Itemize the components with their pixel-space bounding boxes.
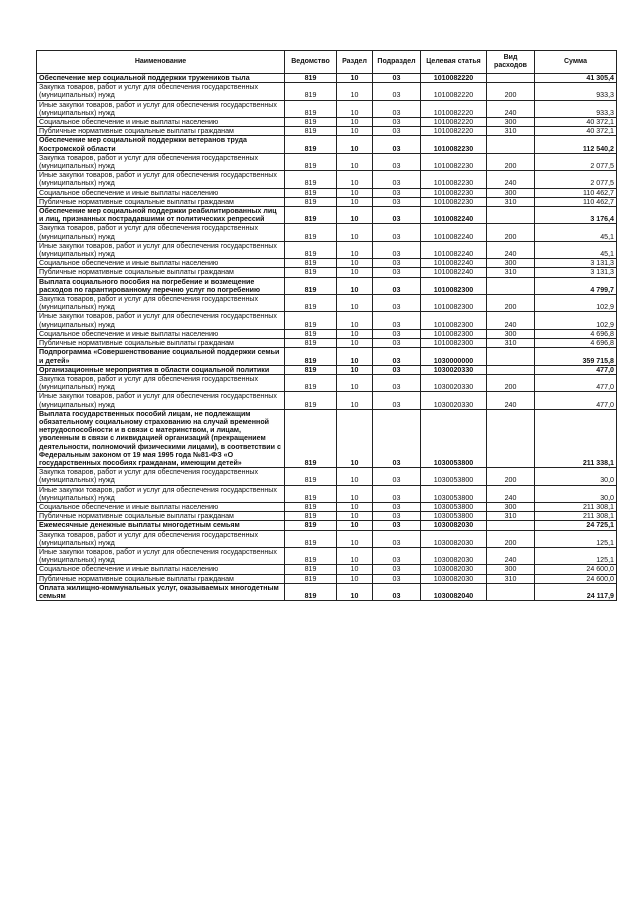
cell-target: 1030020330 bbox=[421, 392, 487, 409]
cell-subsection: 03 bbox=[373, 339, 421, 348]
cell-sum: 125,1 bbox=[535, 547, 617, 564]
cell-target: 1010082300 bbox=[421, 329, 487, 338]
cell-kind: 200 bbox=[487, 224, 535, 241]
cell-sum: 3 176,4 bbox=[535, 207, 617, 224]
cell-dept: 819 bbox=[285, 118, 337, 127]
cell-kind: 200 bbox=[487, 530, 535, 547]
cell-subsection: 03 bbox=[373, 188, 421, 197]
cell-target: 1010082300 bbox=[421, 295, 487, 312]
cell-subsection: 03 bbox=[373, 392, 421, 409]
cell-name: Обеспечение мер социальной поддержки реабилитированных лиц и лиц, признанных пострадавшими от политических репрессий bbox=[37, 207, 285, 224]
cell-subsection: 03 bbox=[373, 136, 421, 153]
table-row bbox=[37, 312, 617, 329]
cell-sum: 24 600,0 bbox=[535, 565, 617, 574]
cell-sum: 102,9 bbox=[535, 295, 617, 312]
cell-kind: 310 bbox=[487, 574, 535, 583]
header-dept: Ведомство bbox=[285, 51, 337, 74]
cell-kind: 310 bbox=[487, 127, 535, 136]
cell-section: 10 bbox=[337, 295, 373, 312]
cell-kind: 240 bbox=[487, 392, 535, 409]
cell-dept: 819 bbox=[285, 136, 337, 153]
cell-kind: 300 bbox=[487, 565, 535, 574]
cell-section: 10 bbox=[337, 188, 373, 197]
cell-kind bbox=[487, 136, 535, 153]
cell-kind bbox=[487, 365, 535, 374]
cell-dept: 819 bbox=[285, 521, 337, 530]
cell-name: Организационные мероприятия в области социальной политики bbox=[37, 365, 285, 374]
table-row bbox=[37, 329, 617, 338]
header-target: Целевая статья bbox=[421, 51, 487, 74]
cell-target: 1010082300 bbox=[421, 339, 487, 348]
cell-dept: 819 bbox=[285, 188, 337, 197]
cell-subsection: 03 bbox=[373, 118, 421, 127]
cell-sum: 30,0 bbox=[535, 468, 617, 485]
cell-subsection: 03 bbox=[373, 295, 421, 312]
table-row bbox=[37, 530, 617, 547]
cell-subsection: 03 bbox=[373, 207, 421, 224]
cell-target: 1010082230 bbox=[421, 188, 487, 197]
cell-name: Иные закупки товаров, работ и услуг для обеспечения государственных (муниципальных) нужд bbox=[37, 241, 285, 258]
cell-section: 10 bbox=[337, 530, 373, 547]
cell-section: 10 bbox=[337, 583, 373, 600]
cell-kind bbox=[487, 207, 535, 224]
table-row bbox=[37, 277, 617, 294]
cell-name: Публичные нормативные социальные выплаты гражданам bbox=[37, 339, 285, 348]
cell-section: 10 bbox=[337, 241, 373, 258]
cell-subsection: 03 bbox=[373, 574, 421, 583]
cell-subsection: 03 bbox=[373, 74, 421, 83]
cell-name: Закупка товаров, работ и услуг для обеспечения государственных (муниципальных) нужд bbox=[37, 530, 285, 547]
cell-target: 1010082240 bbox=[421, 241, 487, 258]
cell-name: Социальное обеспечение и иные выплаты населению bbox=[37, 188, 285, 197]
cell-section: 10 bbox=[337, 197, 373, 206]
cell-kind: 200 bbox=[487, 374, 535, 391]
cell-sum: 30,0 bbox=[535, 485, 617, 502]
cell-kind: 200 bbox=[487, 153, 535, 170]
table-row bbox=[37, 259, 617, 268]
cell-sum: 40 372,1 bbox=[535, 118, 617, 127]
cell-section: 10 bbox=[337, 207, 373, 224]
cell-dept: 819 bbox=[285, 574, 337, 583]
cell-target: 1030053800 bbox=[421, 485, 487, 502]
cell-section: 10 bbox=[337, 547, 373, 564]
cell-name: Иные закупки товаров, работ и услуг для обеспечения государственных (муниципальных) нужд bbox=[37, 171, 285, 188]
table-row bbox=[37, 224, 617, 241]
cell-kind: 200 bbox=[487, 468, 535, 485]
table-row bbox=[37, 268, 617, 277]
cell-target: 1010082220 bbox=[421, 100, 487, 117]
cell-name: Социальное обеспечение и иные выплаты населению bbox=[37, 329, 285, 338]
cell-subsection: 03 bbox=[373, 171, 421, 188]
table-row bbox=[37, 127, 617, 136]
table-row bbox=[37, 339, 617, 348]
table-row bbox=[37, 502, 617, 511]
cell-subsection: 03 bbox=[373, 468, 421, 485]
cell-sum: 211 308,1 bbox=[535, 502, 617, 511]
cell-dept: 819 bbox=[285, 530, 337, 547]
cell-sum: 24 725,1 bbox=[535, 521, 617, 530]
cell-dept: 819 bbox=[285, 502, 337, 511]
cell-name: Подпрограмма «Совершенствование социальной поддержки семьи и детей» bbox=[37, 348, 285, 365]
cell-name: Ежемесячные денежные выплаты многодетным семьям bbox=[37, 521, 285, 530]
cell-sum: 211 338,1 bbox=[535, 409, 617, 467]
cell-sum: 24 600,0 bbox=[535, 574, 617, 583]
cell-dept: 819 bbox=[285, 83, 337, 100]
cell-target: 1010082300 bbox=[421, 277, 487, 294]
cell-section: 10 bbox=[337, 374, 373, 391]
cell-section: 10 bbox=[337, 312, 373, 329]
header-sum: Сумма bbox=[535, 51, 617, 74]
table-row bbox=[37, 74, 617, 83]
cell-section: 10 bbox=[337, 392, 373, 409]
cell-name: Закупка товаров, работ и услуг для обеспечения государственных (муниципальных) нужд bbox=[37, 468, 285, 485]
cell-sum: 110 462,7 bbox=[535, 188, 617, 197]
header-kind: Вид расходов bbox=[487, 51, 535, 74]
cell-sum: 110 462,7 bbox=[535, 197, 617, 206]
cell-kind: 300 bbox=[487, 329, 535, 338]
table-row bbox=[37, 374, 617, 391]
cell-section: 10 bbox=[337, 153, 373, 170]
cell-sum: 112 540,2 bbox=[535, 136, 617, 153]
budget-table bbox=[36, 50, 617, 601]
cell-kind: 200 bbox=[487, 295, 535, 312]
cell-dept: 819 bbox=[285, 392, 337, 409]
cell-target: 1010082240 bbox=[421, 259, 487, 268]
cell-subsection: 03 bbox=[373, 365, 421, 374]
cell-dept: 819 bbox=[285, 74, 337, 83]
cell-dept: 819 bbox=[285, 268, 337, 277]
cell-target: 1030020330 bbox=[421, 374, 487, 391]
cell-name: Иные закупки товаров, работ и услуг для обеспечения государственных (муниципальных) нужд bbox=[37, 547, 285, 564]
cell-name: Социальное обеспечение и иные выплаты населению bbox=[37, 565, 285, 574]
cell-sum: 102,9 bbox=[535, 312, 617, 329]
cell-dept: 819 bbox=[285, 374, 337, 391]
cell-dept: 819 bbox=[285, 348, 337, 365]
cell-target: 1010082220 bbox=[421, 74, 487, 83]
cell-target: 1030053800 bbox=[421, 468, 487, 485]
cell-name: Выплата социального пособия на погребение и возмещение расходов по гарантированному перечню услуг по погребению bbox=[37, 277, 285, 294]
cell-target: 1030020330 bbox=[421, 365, 487, 374]
table-row bbox=[37, 295, 617, 312]
table-row bbox=[37, 83, 617, 100]
cell-sum: 2 077,5 bbox=[535, 153, 617, 170]
cell-target: 1030082030 bbox=[421, 574, 487, 583]
table-row bbox=[37, 512, 617, 521]
cell-target: 1010082230 bbox=[421, 171, 487, 188]
cell-dept: 819 bbox=[285, 197, 337, 206]
cell-name: Закупка товаров, работ и услуг для обеспечения государственных (муниципальных) нужд bbox=[37, 153, 285, 170]
cell-sum: 45,1 bbox=[535, 241, 617, 258]
cell-sum: 4 799,7 bbox=[535, 277, 617, 294]
cell-section: 10 bbox=[337, 365, 373, 374]
cell-name: Закупка товаров, работ и услуг для обеспечения государственных (муниципальных) нужд bbox=[37, 374, 285, 391]
cell-dept: 819 bbox=[285, 171, 337, 188]
cell-section: 10 bbox=[337, 468, 373, 485]
cell-kind bbox=[487, 74, 535, 83]
header-row bbox=[37, 51, 617, 74]
cell-subsection: 03 bbox=[373, 197, 421, 206]
cell-sum: 3 131,3 bbox=[535, 268, 617, 277]
cell-dept: 819 bbox=[285, 565, 337, 574]
cell-name: Иные закупки товаров, работ и услуг для обеспечения государственных (муниципальных) нужд bbox=[37, 100, 285, 117]
cell-sum: 211 308,1 bbox=[535, 512, 617, 521]
cell-dept: 819 bbox=[285, 207, 337, 224]
cell-dept: 819 bbox=[285, 547, 337, 564]
cell-subsection: 03 bbox=[373, 100, 421, 117]
cell-name: Социальное обеспечение и иные выплаты населению bbox=[37, 118, 285, 127]
table-row bbox=[37, 136, 617, 153]
cell-name: Закупка товаров, работ и услуг для обеспечения государственных (муниципальных) нужд bbox=[37, 83, 285, 100]
table-row bbox=[37, 565, 617, 574]
cell-name: Иные закупки товаров, работ и услуг для обеспечения государственных (муниципальных) нужд bbox=[37, 312, 285, 329]
cell-section: 10 bbox=[337, 74, 373, 83]
cell-section: 10 bbox=[337, 224, 373, 241]
cell-dept: 819 bbox=[285, 224, 337, 241]
table-row bbox=[37, 468, 617, 485]
cell-dept: 819 bbox=[285, 153, 337, 170]
cell-sum: 933,3 bbox=[535, 100, 617, 117]
cell-section: 10 bbox=[337, 259, 373, 268]
cell-kind: 310 bbox=[487, 197, 535, 206]
cell-target: 1010082230 bbox=[421, 197, 487, 206]
cell-kind: 310 bbox=[487, 339, 535, 348]
cell-subsection: 03 bbox=[373, 547, 421, 564]
cell-name: Публичные нормативные социальные выплаты гражданам bbox=[37, 574, 285, 583]
cell-subsection: 03 bbox=[373, 277, 421, 294]
cell-dept: 819 bbox=[285, 485, 337, 502]
cell-subsection: 03 bbox=[373, 268, 421, 277]
cell-sum: 3 131,3 bbox=[535, 259, 617, 268]
cell-section: 10 bbox=[337, 329, 373, 338]
cell-subsection: 03 bbox=[373, 409, 421, 467]
header-section: Раздел bbox=[337, 51, 373, 74]
cell-dept: 819 bbox=[285, 241, 337, 258]
cell-subsection: 03 bbox=[373, 512, 421, 521]
cell-target: 1030082030 bbox=[421, 565, 487, 574]
cell-dept: 819 bbox=[285, 100, 337, 117]
cell-sum: 41 305,4 bbox=[535, 74, 617, 83]
cell-section: 10 bbox=[337, 502, 373, 511]
cell-dept: 819 bbox=[285, 583, 337, 600]
cell-subsection: 03 bbox=[373, 485, 421, 502]
cell-sum: 359 715,8 bbox=[535, 348, 617, 365]
cell-subsection: 03 bbox=[373, 583, 421, 600]
cell-dept: 819 bbox=[285, 468, 337, 485]
cell-section: 10 bbox=[337, 268, 373, 277]
cell-subsection: 03 bbox=[373, 565, 421, 574]
cell-subsection: 03 bbox=[373, 312, 421, 329]
cell-section: 10 bbox=[337, 100, 373, 117]
cell-kind: 310 bbox=[487, 268, 535, 277]
cell-sum: 477,0 bbox=[535, 365, 617, 374]
cell-target: 1030053800 bbox=[421, 409, 487, 467]
cell-kind: 240 bbox=[487, 100, 535, 117]
cell-sum: 125,1 bbox=[535, 530, 617, 547]
cell-section: 10 bbox=[337, 171, 373, 188]
table-row bbox=[37, 485, 617, 502]
cell-section: 10 bbox=[337, 574, 373, 583]
cell-kind: 240 bbox=[487, 312, 535, 329]
header-subsection: Подраздел bbox=[373, 51, 421, 74]
cell-name: Публичные нормативные социальные выплаты гражданам bbox=[37, 268, 285, 277]
cell-name: Публичные нормативные социальные выплаты гражданам bbox=[37, 127, 285, 136]
cell-subsection: 03 bbox=[373, 241, 421, 258]
cell-target: 1010082230 bbox=[421, 153, 487, 170]
table-row bbox=[37, 583, 617, 600]
cell-section: 10 bbox=[337, 339, 373, 348]
cell-target: 1030053800 bbox=[421, 502, 487, 511]
cell-kind bbox=[487, 409, 535, 467]
cell-target: 1030082040 bbox=[421, 583, 487, 600]
cell-name: Обеспечение мер социальной поддержки тружеников тыла bbox=[37, 74, 285, 83]
cell-sum: 477,0 bbox=[535, 374, 617, 391]
header-name: Наименование bbox=[37, 51, 285, 74]
cell-dept: 819 bbox=[285, 329, 337, 338]
cell-subsection: 03 bbox=[373, 224, 421, 241]
cell-section: 10 bbox=[337, 565, 373, 574]
cell-sum: 24 117,9 bbox=[535, 583, 617, 600]
cell-kind: 300 bbox=[487, 259, 535, 268]
cell-kind: 300 bbox=[487, 188, 535, 197]
cell-target: 1010082240 bbox=[421, 224, 487, 241]
table-row bbox=[37, 348, 617, 365]
cell-subsection: 03 bbox=[373, 259, 421, 268]
cell-kind: 300 bbox=[487, 502, 535, 511]
cell-kind: 200 bbox=[487, 83, 535, 100]
cell-sum: 2 077,5 bbox=[535, 171, 617, 188]
table-row bbox=[37, 100, 617, 117]
cell-dept: 819 bbox=[285, 409, 337, 467]
cell-target: 1010082230 bbox=[421, 136, 487, 153]
cell-kind: 310 bbox=[487, 512, 535, 521]
cell-kind: 240 bbox=[487, 485, 535, 502]
cell-sum: 477,0 bbox=[535, 392, 617, 409]
cell-section: 10 bbox=[337, 409, 373, 467]
cell-target: 1010082220 bbox=[421, 118, 487, 127]
cell-target: 1010082240 bbox=[421, 268, 487, 277]
cell-target: 1010082300 bbox=[421, 312, 487, 329]
table-row bbox=[37, 171, 617, 188]
cell-name: Публичные нормативные социальные выплаты гражданам bbox=[37, 512, 285, 521]
table-row bbox=[37, 188, 617, 197]
cell-target: 1030082030 bbox=[421, 521, 487, 530]
cell-dept: 819 bbox=[285, 259, 337, 268]
cell-target: 1010082220 bbox=[421, 83, 487, 100]
cell-name: Публичные нормативные социальные выплаты гражданам bbox=[37, 197, 285, 206]
cell-kind: 240 bbox=[487, 241, 535, 258]
cell-subsection: 03 bbox=[373, 153, 421, 170]
cell-section: 10 bbox=[337, 521, 373, 530]
cell-name: Выплата государственных пособий лицам, не подлежащим обязательному социальному страхованию на случай временной нетрудоспособности и в связи с материнством, и лицам, уволенным в связи с ликвидацией организаций (прекращением деятельности, полномочий физическими лицами), в соответствии с Федеральным законом от 19 мая 1995 года №81-ФЗ «О государственных пособиях гражданам, имеющим детей» bbox=[37, 409, 285, 467]
table-row bbox=[37, 241, 617, 258]
cell-target: 1030082030 bbox=[421, 547, 487, 564]
table-row bbox=[37, 547, 617, 564]
cell-subsection: 03 bbox=[373, 374, 421, 391]
cell-dept: 819 bbox=[285, 312, 337, 329]
cell-sum: 4 696,8 bbox=[535, 329, 617, 338]
cell-dept: 819 bbox=[285, 512, 337, 521]
cell-target: 1030053800 bbox=[421, 512, 487, 521]
cell-name: Закупка товаров, работ и услуг для обеспечения государственных (муниципальных) нужд bbox=[37, 295, 285, 312]
cell-name: Социальное обеспечение и иные выплаты населению bbox=[37, 502, 285, 511]
table-body bbox=[37, 74, 617, 601]
table-row bbox=[37, 153, 617, 170]
cell-section: 10 bbox=[337, 485, 373, 502]
table-row bbox=[37, 197, 617, 206]
cell-dept: 819 bbox=[285, 339, 337, 348]
table-row bbox=[37, 409, 617, 467]
cell-subsection: 03 bbox=[373, 127, 421, 136]
cell-target: 1030082030 bbox=[421, 530, 487, 547]
cell-subsection: 03 bbox=[373, 530, 421, 547]
cell-name: Оплата жилищно-коммунальных услуг, оказываемых многодетным семьям bbox=[37, 583, 285, 600]
table-row bbox=[37, 365, 617, 374]
cell-subsection: 03 bbox=[373, 521, 421, 530]
table-row bbox=[37, 392, 617, 409]
cell-kind bbox=[487, 348, 535, 365]
cell-sum: 45,1 bbox=[535, 224, 617, 241]
cell-dept: 819 bbox=[285, 277, 337, 294]
cell-kind bbox=[487, 277, 535, 294]
table-row bbox=[37, 207, 617, 224]
cell-name: Социальное обеспечение и иные выплаты населению bbox=[37, 259, 285, 268]
cell-kind bbox=[487, 583, 535, 600]
cell-kind: 240 bbox=[487, 171, 535, 188]
cell-sum: 933,3 bbox=[535, 83, 617, 100]
cell-sum: 40 372,1 bbox=[535, 127, 617, 136]
cell-name: Иные закупки товаров, работ и услуг для обеспечения государственных (муниципальных) нужд bbox=[37, 392, 285, 409]
cell-sum: 4 696,8 bbox=[535, 339, 617, 348]
budget-document bbox=[36, 50, 616, 601]
cell-section: 10 bbox=[337, 277, 373, 294]
cell-kind: 300 bbox=[487, 118, 535, 127]
cell-kind bbox=[487, 521, 535, 530]
cell-name: Обеспечение мер социальной поддержки ветеранов труда Костромской области bbox=[37, 136, 285, 153]
cell-section: 10 bbox=[337, 512, 373, 521]
cell-section: 10 bbox=[337, 136, 373, 153]
cell-section: 10 bbox=[337, 127, 373, 136]
cell-section: 10 bbox=[337, 118, 373, 127]
cell-name: Иные закупки товаров, работ и услуг для обеспечения государственных (муниципальных) нужд bbox=[37, 485, 285, 502]
cell-subsection: 03 bbox=[373, 502, 421, 511]
cell-subsection: 03 bbox=[373, 348, 421, 365]
table-row bbox=[37, 574, 617, 583]
cell-dept: 819 bbox=[285, 295, 337, 312]
table-row bbox=[37, 118, 617, 127]
cell-subsection: 03 bbox=[373, 329, 421, 338]
cell-dept: 819 bbox=[285, 127, 337, 136]
cell-target: 1010082220 bbox=[421, 127, 487, 136]
cell-subsection: 03 bbox=[373, 83, 421, 100]
cell-dept: 819 bbox=[285, 365, 337, 374]
cell-target: 1010082240 bbox=[421, 207, 487, 224]
cell-kind: 240 bbox=[487, 547, 535, 564]
cell-target: 1030000000 bbox=[421, 348, 487, 365]
cell-name: Закупка товаров, работ и услуг для обеспечения государственных (муниципальных) нужд bbox=[37, 224, 285, 241]
table-row bbox=[37, 521, 617, 530]
cell-section: 10 bbox=[337, 348, 373, 365]
cell-section: 10 bbox=[337, 83, 373, 100]
